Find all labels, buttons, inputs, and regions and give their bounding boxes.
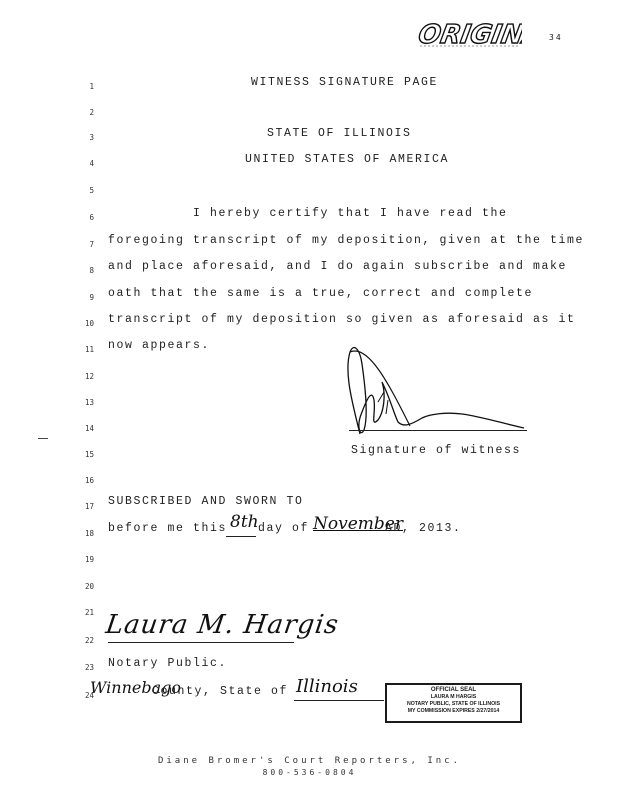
line-number: 12 [84, 372, 94, 381]
seal-line: MY COMMISSION EXPIRES 2/27/2014 [407, 708, 500, 714]
line-number: 13 [84, 398, 94, 407]
line-number: 10 [84, 319, 94, 328]
certification-line: oath that the same is a true, correct and complete [108, 287, 534, 300]
certification-line: and place aforesaid, and I do again subscribe and make [108, 260, 568, 273]
line-number: 7 [89, 240, 94, 249]
line-number: 20 [84, 582, 94, 591]
handwritten-state: Illinois [296, 676, 358, 697]
country-line: UNITED STATES OF AMERICA [245, 153, 450, 166]
line-number: 19 [84, 555, 94, 564]
line-number: 21 [84, 608, 94, 617]
line-number: 5 [89, 186, 94, 195]
notary-signature-rule [108, 642, 294, 643]
county-line [90, 674, 390, 714]
line-number: 18 [84, 529, 94, 538]
seal-line: OFFICIAL SEAL [430, 687, 477, 693]
scan-mark [38, 438, 48, 439]
line-number: 2 [89, 108, 94, 117]
seal-line: LAURA M HARGIS [430, 694, 477, 700]
day-rule [226, 536, 256, 537]
certification-line: foregoing transcript of my deposition, given at the time [108, 234, 585, 247]
before-me-suffix: AD, 2013. [385, 522, 462, 535]
before-me-line [108, 512, 468, 542]
certification-line: transcript of my deposition so given as aforesaid as it [108, 313, 576, 326]
state-line: STATE OF ILLINOIS [267, 127, 412, 140]
state-rule [294, 700, 384, 701]
county-state-text: County, State of [152, 685, 289, 698]
line-number: 16 [84, 476, 94, 485]
footer-company: Diane Bromer's Court Reporters, Inc. [157, 756, 462, 766]
line-number: 17 [84, 502, 94, 511]
line-number: 22 [84, 636, 94, 645]
notary-signature: Laura M. Hargis [103, 610, 341, 640]
certification-line: I hereby certify that I have read the [193, 207, 508, 220]
original-stamp-text: ORIGINAL [418, 20, 522, 50]
certification-line: now appears. [108, 339, 211, 352]
line-number: 24 [84, 691, 94, 700]
subscribed-line: SUBSCRIBED AND SWORN TO [108, 495, 304, 508]
handwritten-month: November [313, 514, 403, 534]
seal-line: NOTARY PUBLIC, STATE OF ILLINOIS [406, 701, 501, 707]
line-number: 4 [89, 159, 94, 168]
original-stamp [418, 16, 522, 50]
page-number: 34 [549, 33, 563, 42]
line-number: 14 [84, 424, 94, 433]
notary-seal [385, 683, 522, 723]
witness-signature [338, 342, 528, 442]
line-number: 15 [84, 450, 94, 459]
line-number: 1 [89, 82, 94, 91]
line-number: 6 [89, 213, 94, 222]
before-me-prefix: before me this [108, 522, 228, 535]
line-number: 23 [84, 663, 94, 672]
line-number: 3 [89, 133, 94, 142]
signature-rule [349, 430, 527, 431]
handwritten-day: 8th [230, 512, 259, 532]
line-number: 9 [89, 293, 94, 302]
page-title: WITNESS SIGNATURE PAGE [251, 76, 439, 89]
footer-phone: 800-536-0804 [262, 768, 357, 777]
line-number: 11 [84, 345, 94, 354]
notary-title: Notary Public. [108, 657, 228, 670]
line-number: 8 [89, 266, 94, 275]
handwritten-county: Winnebago [90, 678, 182, 697]
before-me-middle: day of [258, 522, 310, 535]
signature-caption: Signature of witness [351, 444, 522, 457]
